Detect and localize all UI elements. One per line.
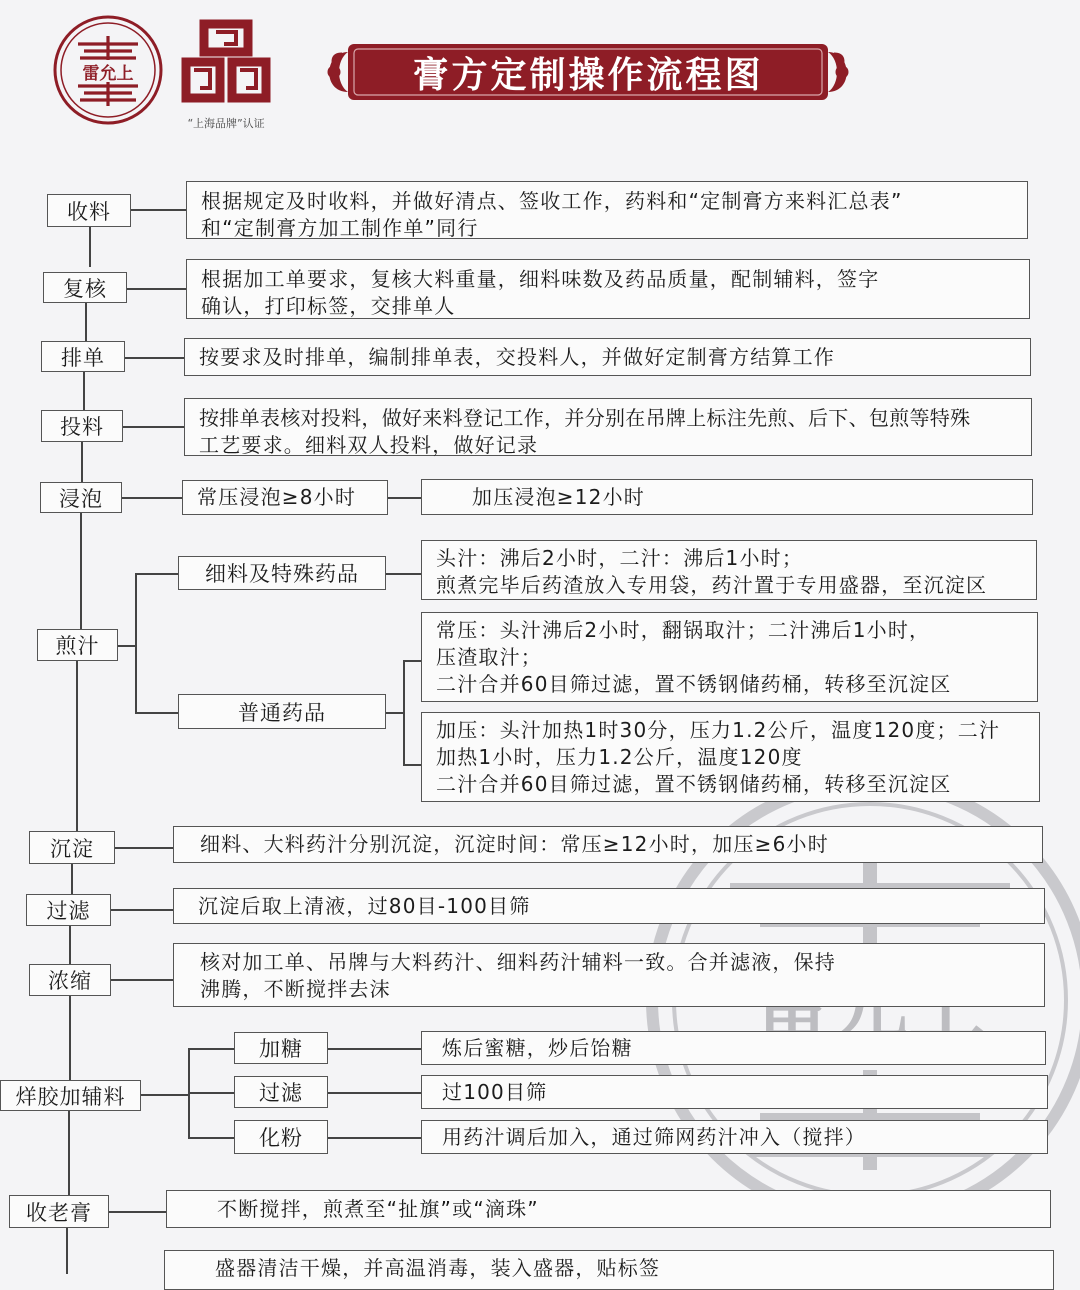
desc-line: 沉淀后取上清液，过80目-100目筛 bbox=[198, 893, 531, 918]
step-filter bbox=[26, 894, 111, 926]
soaking-normal bbox=[182, 480, 388, 515]
decoction-common-label: 普通药品 bbox=[238, 700, 326, 725]
soaking-pressure bbox=[421, 479, 1033, 515]
desc-line: 工艺要求。细料双人投料，做好记录 bbox=[199, 433, 539, 457]
desc-line: 二汁合并60目筛过滤，置不锈钢储药桶，转移至沉淀区 bbox=[436, 772, 952, 796]
step-filter-desc bbox=[173, 888, 1045, 924]
desc-line: 二汁合并60目筛过滤，置不锈钢储药桶，转移至沉淀区 bbox=[436, 672, 952, 696]
desc-line: 压渣取汁； bbox=[436, 645, 542, 669]
gelatin-sieve bbox=[234, 1076, 328, 1108]
desc-line: 盛器清洁干燥，并高温消毒，装入盛器，贴标签 bbox=[215, 1256, 661, 1280]
decoction-fine-label: 细料及特殊药品 bbox=[205, 562, 359, 586]
desc-line: 确认，打印标签，交排单人 bbox=[201, 294, 456, 318]
step-decoction bbox=[37, 629, 118, 661]
step-finish-label: 收老膏 bbox=[26, 1200, 92, 1225]
gelatin-powder-desc bbox=[421, 1120, 1048, 1154]
desc-line: 加压浸泡≥12小时 bbox=[472, 484, 646, 509]
desc-line: 煎煮完毕后药渣放入专用袋，药汁置于专用盛器，至沉淀区 bbox=[436, 573, 988, 597]
step-package-desc bbox=[164, 1250, 1054, 1290]
step-settle-desc bbox=[173, 826, 1043, 863]
desc-line: 常压浸泡≥8小时 bbox=[197, 485, 357, 509]
step-feeding-desc bbox=[184, 398, 1032, 456]
decoction-fine-desc bbox=[421, 540, 1037, 600]
desc-line: 按要求及时排单，编制排单表，交投料人，并做好定制膏方结算工作 bbox=[199, 344, 835, 369]
desc-line: 沸腾，不断搅拌去沫 bbox=[200, 977, 391, 1001]
step-recheck bbox=[43, 272, 127, 303]
desc-line: 和“定制膏方加工制作单”同行 bbox=[201, 216, 479, 240]
step-settle-label: 沉淀 bbox=[50, 836, 94, 861]
step-gelatin-label: 烊胶加辅料 bbox=[15, 1084, 126, 1109]
step-finish bbox=[9, 1195, 109, 1228]
step-feeding bbox=[41, 410, 123, 442]
step-receive bbox=[47, 194, 131, 227]
step-receive-label: 收料 bbox=[67, 199, 111, 224]
brand-seal-logo bbox=[52, 14, 164, 126]
step-concentrate bbox=[29, 964, 111, 996]
step-finish-desc bbox=[166, 1190, 1051, 1228]
pin-pai-logo-icon bbox=[180, 18, 272, 106]
step-filter-label: 过滤 bbox=[46, 899, 91, 923]
svg-text:雷允上: 雷允上 bbox=[82, 64, 134, 84]
desc-line: 根据加工单要求，复核大料重量，细料味数及药品质量，配制辅料，签字 bbox=[201, 267, 880, 291]
desc-line: 炼后蜜糖，炒后饴糖 bbox=[442, 1035, 633, 1060]
gelatin-sieve-desc bbox=[421, 1075, 1048, 1109]
gelatin-sieve-label: 过滤 bbox=[259, 1081, 303, 1105]
step-soaking bbox=[40, 482, 122, 513]
desc-line: 核对加工单、吊牌与大料药汁、细料药汁辅料一致。合并滤液，保持 bbox=[200, 950, 836, 974]
logo-caption: “上海品牌”认证 bbox=[187, 117, 265, 130]
desc-line: 加压：头汁加热1时30分，压力1.2公斤，温度120度；二汁 bbox=[436, 718, 1001, 742]
desc-line: 不断搅拌，煎煮至“扯旗”或“滴珠” bbox=[217, 1196, 539, 1221]
gelatin-sugar-label: 加糖 bbox=[259, 1037, 303, 1061]
step-receive-desc bbox=[186, 181, 1028, 239]
step-schedule bbox=[41, 341, 125, 372]
step-gelatin bbox=[0, 1080, 141, 1111]
desc-line: 加热1小时，压力1.2公斤，温度120度 bbox=[436, 745, 803, 769]
step-recheck-label: 复核 bbox=[63, 276, 107, 301]
step-schedule-label: 排单 bbox=[61, 345, 105, 370]
step-decoction-label: 煎汁 bbox=[55, 634, 100, 658]
gelatin-powder-label: 化粉 bbox=[259, 1126, 303, 1150]
gelatin-sugar-desc bbox=[421, 1031, 1046, 1065]
desc-line: 常压：头汁沸后2小时，翻锅取汁；二汁沸后1小时， bbox=[436, 618, 931, 642]
step-recheck-desc bbox=[186, 259, 1030, 319]
desc-line: 细料、大料药汁分别沉淀，沉淀时间：常压≥12小时，加压≥6小时 bbox=[200, 832, 829, 856]
step-settle bbox=[29, 831, 115, 864]
desc-line: 根据规定及时收料，并做好清点、签收工作，药料和“定制膏方来料汇总表” bbox=[201, 189, 903, 213]
step-schedule-desc bbox=[184, 338, 1031, 376]
step-concentrate-desc bbox=[173, 943, 1045, 1007]
desc-line: 过100目筛 bbox=[442, 1079, 548, 1104]
step-soaking-label: 浸泡 bbox=[59, 486, 103, 511]
desc-line: 头汁：沸后2小时，二汁：沸后1小时； bbox=[436, 546, 804, 570]
decoction-common-pressure bbox=[421, 712, 1040, 802]
page-title: 膏方定制操作流程图 bbox=[412, 54, 764, 96]
step-feeding-label: 投料 bbox=[60, 415, 104, 439]
step-concentrate-label: 浓缩 bbox=[48, 969, 92, 993]
desc-line: 按排单表核对投料，做好来料登记工作，并分别在吊牌上标注先煎、后下、包煎等特殊 bbox=[199, 406, 971, 430]
gelatin-add-sugar bbox=[234, 1032, 328, 1064]
decoction-fine-materials bbox=[178, 556, 386, 590]
decoction-common-materials bbox=[178, 694, 386, 729]
desc-line: 用药汁调后加入，通过筛网药汁冲入（搅拌） bbox=[442, 1124, 866, 1149]
decoction-common-normal bbox=[421, 612, 1038, 702]
gelatin-dissolve-powder bbox=[234, 1120, 328, 1154]
